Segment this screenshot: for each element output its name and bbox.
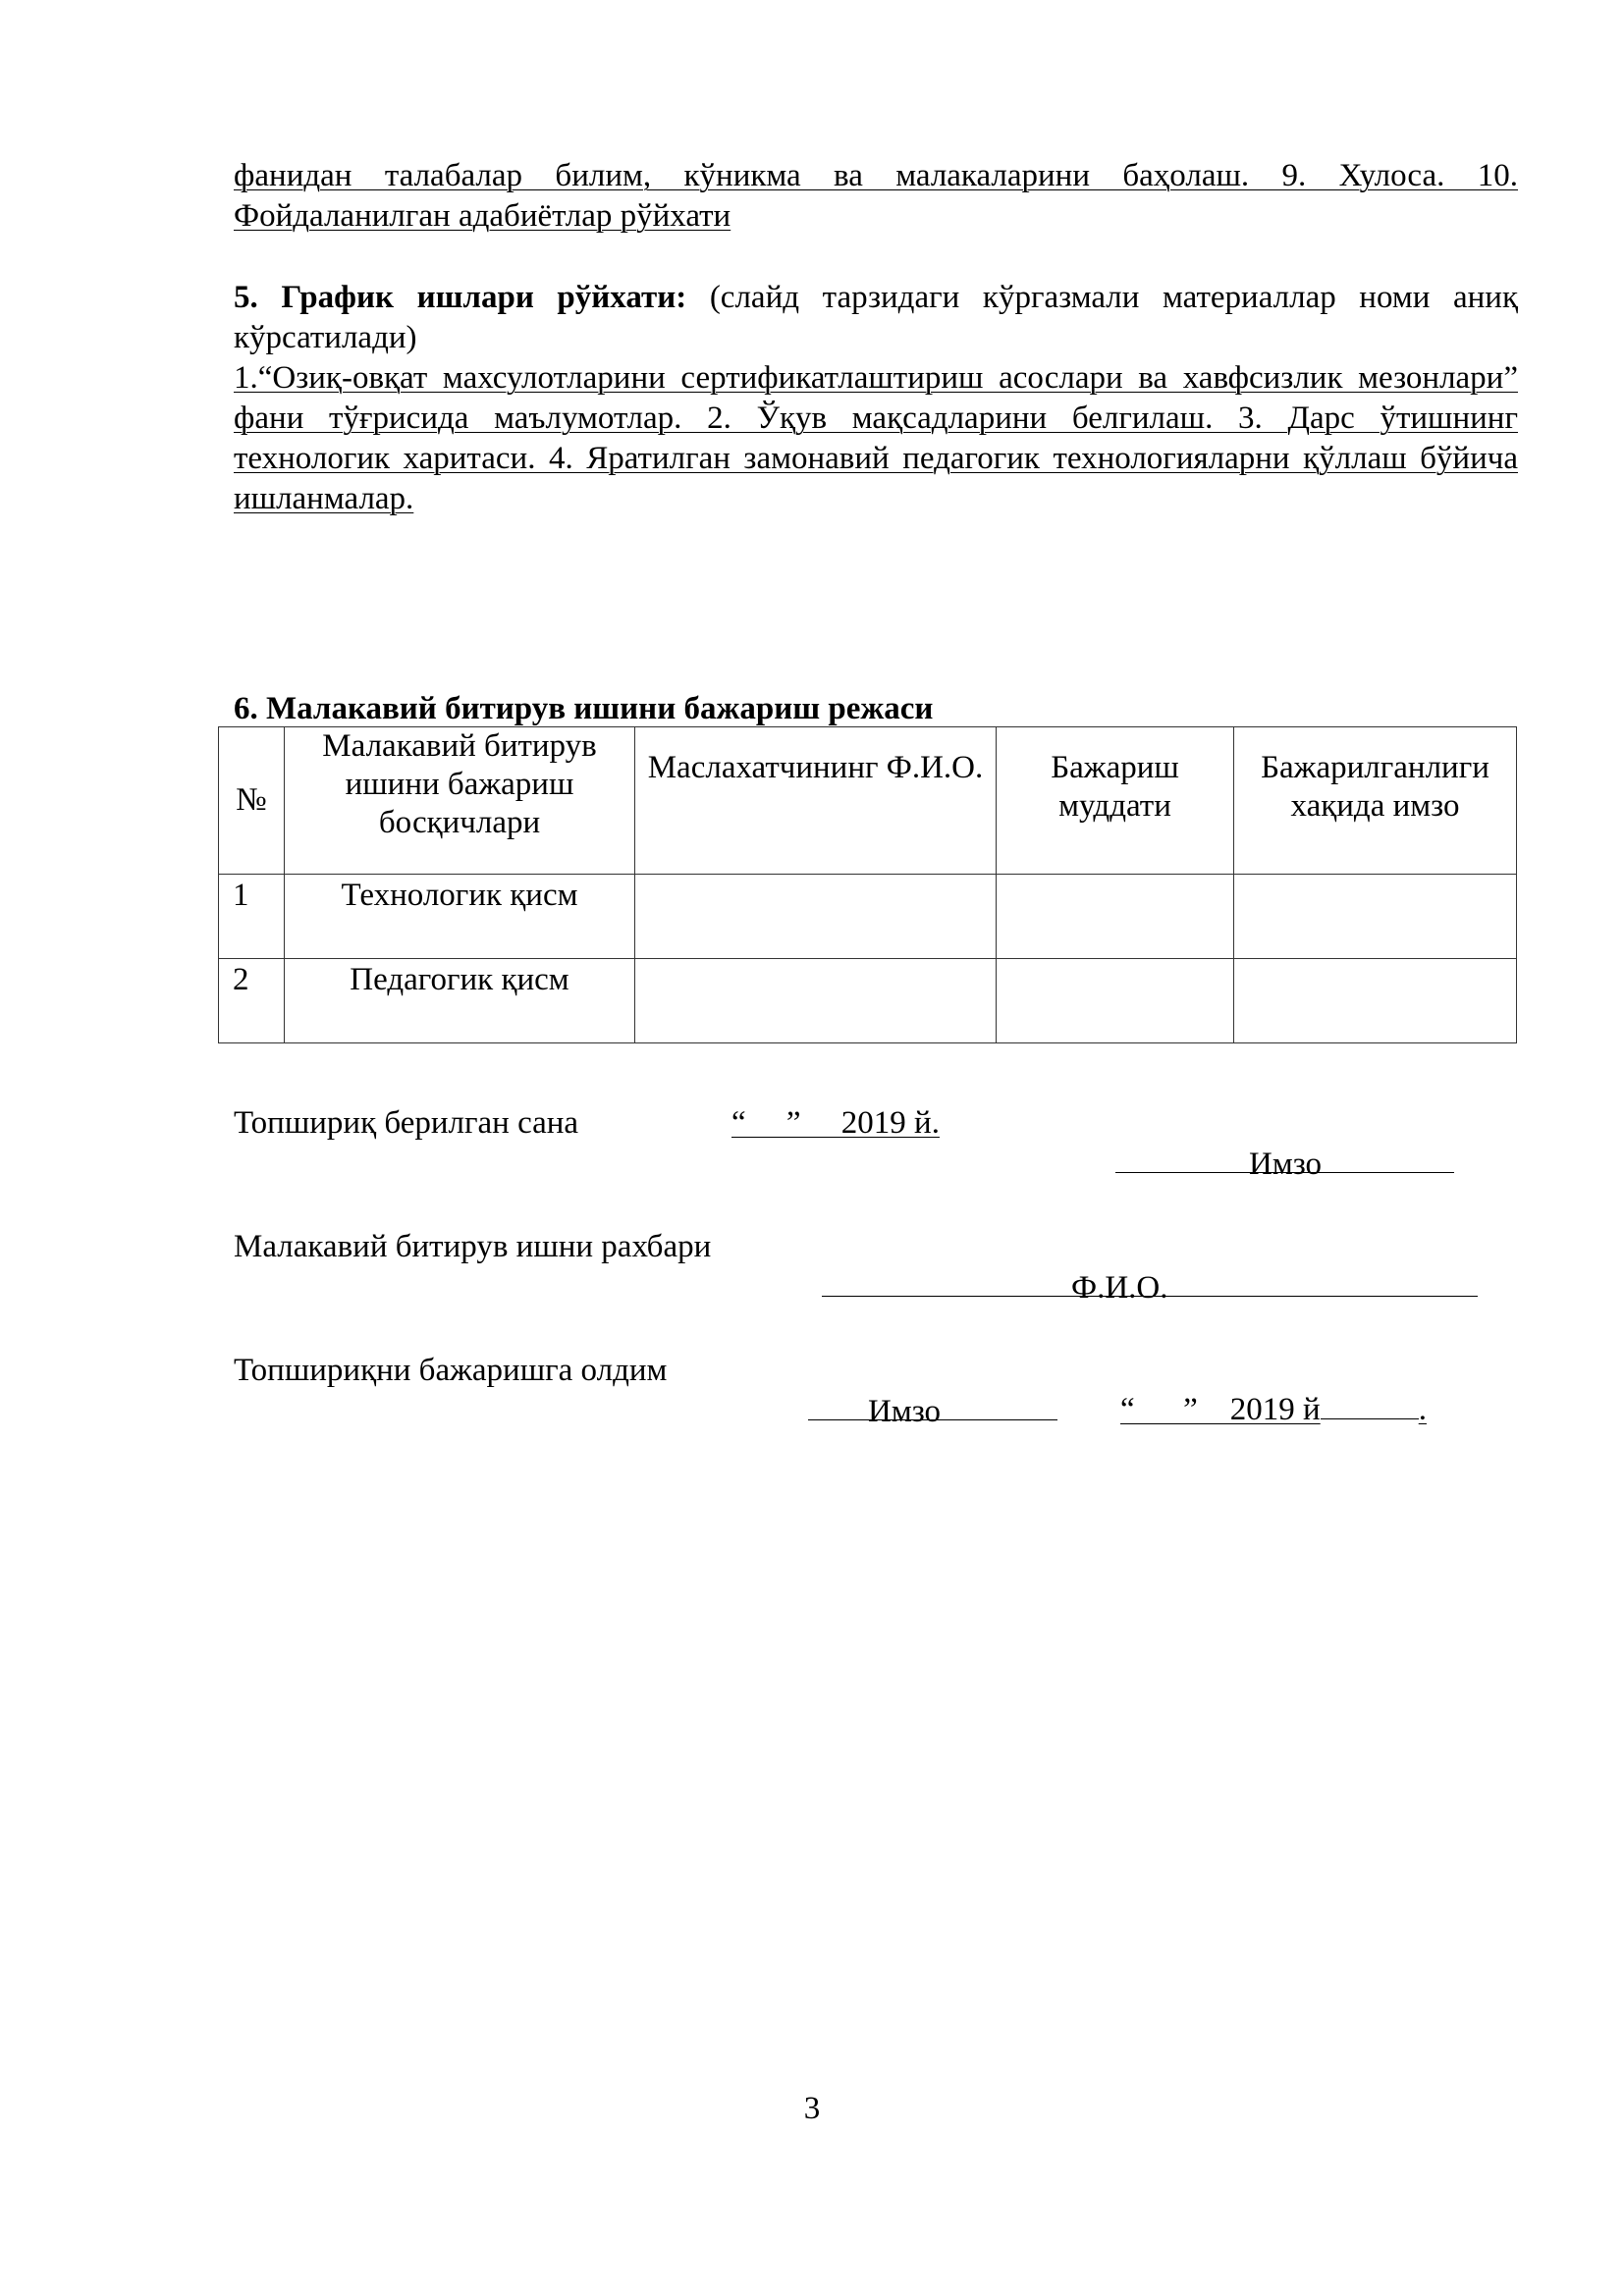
table-header-row	[219, 727, 1517, 875]
section-5	[234, 278, 1518, 358]
section-5-body	[234, 358, 1518, 519]
header-deadline: Бажариш муддати	[997, 727, 1234, 875]
row-stage: Педагогик қисм	[285, 959, 635, 1043]
header-stages: Малакавий битирув ишини бажариш босқичлари	[285, 727, 635, 875]
supervisor-label: Малакавий битирув ишни рахбари	[234, 1229, 712, 1264]
fio-caption: Ф.И.О.	[1071, 1270, 1168, 1306]
section-4-line-2: Фойдаланилган адабиётлар рўйхати	[234, 198, 731, 234]
section-5-body-text: 1.“Озиқ-овқат махсулотларини сертификатлаштириш асослари ва хавфсизлик мезонлари” фани тўғрисида маълумотлар. 2. Ўқув мақсадларини белгилаш. 3. Дарс ўтишнинг технологик харитаси. 4. Яратилган замонавий педагогик технологияларни қўллаш бўйича ишланмалар.	[234, 360, 1518, 516]
row-deadline	[997, 959, 1234, 1043]
table-row	[219, 959, 1517, 1043]
section-6-title: . Малакавий битирув ишини бажариш режаси	[249, 691, 934, 726]
accepted-label: Топшириқни бажаришга олдим	[234, 1353, 668, 1388]
page-number: 3	[803, 2091, 821, 2126]
accepted-date: “ ” 2019 й	[1120, 1392, 1321, 1427]
plan-table	[218, 726, 1517, 1043]
section-5-note: (слайд тарзидаги кўргазмали материаллар номи аниқ кўрсатилади)	[234, 280, 1518, 355]
section-6-heading	[234, 689, 1518, 729]
task-given-date: “ ” 2019 й.	[731, 1105, 940, 1141]
signature-caption-1: Имзо	[1249, 1147, 1323, 1182]
header-advisor: Маслахатчининг Ф.И.О.	[635, 727, 997, 875]
accepted-date-blank[interactable]	[1321, 1391, 1419, 1419]
row-advisor	[635, 959, 997, 1043]
header-signature: Бажарилганлиги хақида имзо	[1234, 727, 1517, 875]
section-5-heading: 5. График ишлари рўйхати:	[234, 280, 687, 315]
header-number: №	[219, 727, 285, 875]
row-deadline	[997, 875, 1234, 959]
section-6-number: 6	[234, 691, 250, 726]
table-row	[219, 875, 1517, 959]
section-4-tail	[234, 156, 1518, 237]
row-number: 1	[219, 875, 285, 959]
row-advisor	[635, 875, 997, 959]
row-number: 2	[219, 959, 285, 1043]
row-signature	[1234, 959, 1517, 1043]
row-signature	[1234, 875, 1517, 959]
signature-caption-2: Имзо	[868, 1394, 942, 1429]
task-given-label: Топшириқ берилган сана	[234, 1105, 579, 1141]
accepted-date-end: .	[1418, 1392, 1427, 1427]
section-4-line-1: фанидан талабалар билим, кўникма ва малакаларини баҳолаш. 9. Хулоса. 10.	[234, 158, 1518, 193]
row-stage: Технологик қисм	[285, 875, 635, 959]
accepted-date-field	[1088, 1351, 1427, 1468]
